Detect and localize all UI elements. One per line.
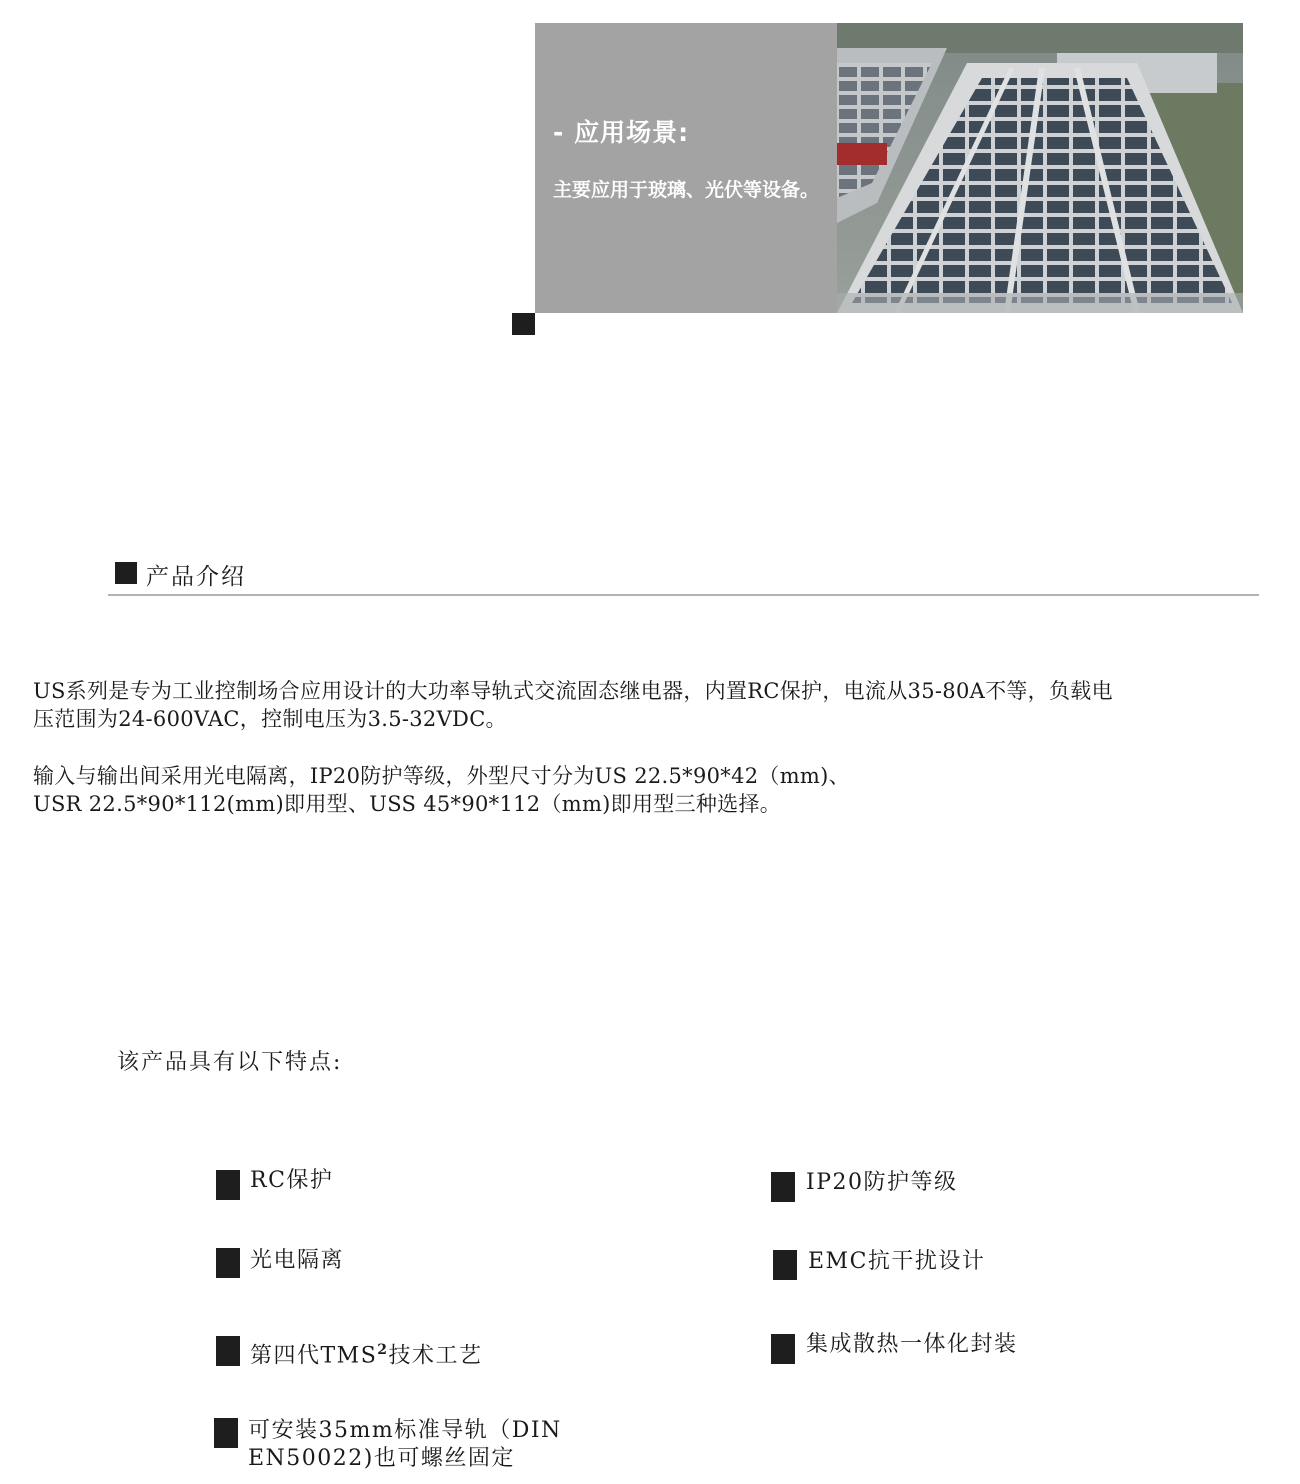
feature-rc-protection: RC保护 xyxy=(250,1168,334,1193)
feature-din-rail-line-1: 可安装35mm标准导轨（DIN xyxy=(248,1418,562,1443)
feature-bullet-icon xyxy=(773,1250,797,1280)
feature-tms-prefix: 第四代TMS xyxy=(250,1343,378,1369)
feature-bullet-icon xyxy=(771,1172,795,1202)
feature-tms xyxy=(250,1336,483,1370)
feature-din-rail-line-2: EN50022)也可螺丝固定 xyxy=(248,1446,515,1471)
feature-bullet-icon xyxy=(214,1418,238,1448)
intro-paragraph-1 xyxy=(33,677,1113,733)
banner-text-panel xyxy=(535,23,837,313)
feature-isolation: 光电隔离 xyxy=(250,1248,345,1273)
features-title: 该产品具有以下特点: xyxy=(117,1050,343,1075)
feature-tms-superscript: 2 xyxy=(377,1342,389,1358)
intro-paragraph-2-line-1: 输入与输出间采用光电隔离，IP20防护等级，外型尺寸分为US 22.5*90*42（mm)、 xyxy=(33,764,850,788)
feature-bullet-icon xyxy=(216,1336,240,1366)
section-divider xyxy=(108,594,1259,596)
intro-paragraph-2 xyxy=(33,762,850,818)
feature-bullet-icon xyxy=(771,1334,795,1364)
banner-title: - 应用场景: xyxy=(553,118,690,147)
feature-emc: EMC抗干扰设计 xyxy=(808,1249,986,1274)
feature-din-rail xyxy=(248,1417,562,1473)
feature-heatsink: 集成散热一体化封装 xyxy=(806,1332,1018,1357)
intro-paragraph-1-line-1: US系列是专为工业控制场合应用设计的大功率导轨式交流固态继电器，内置RC保护，电流从35-80A不等，负载电 xyxy=(33,679,1113,703)
feature-bullet-icon xyxy=(216,1248,240,1278)
solar-panel-rooftop-photo xyxy=(837,23,1243,313)
feature-ip20: IP20防护等级 xyxy=(806,1170,958,1195)
application-scene-banner xyxy=(535,23,1243,313)
solar-rooftop-illustration xyxy=(837,23,1243,313)
banner-description: 主要应用于玻璃、光伏等设备。 xyxy=(553,179,820,201)
feature-bullet-icon xyxy=(216,1170,240,1200)
intro-paragraph-1-line-2: 压范围为24-600VAC，控制电压为3.5-32VDC。 xyxy=(33,707,507,731)
decorative-square xyxy=(512,313,535,335)
section-square-icon xyxy=(115,562,137,584)
intro-paragraph-2-line-2: USR 22.5*90*112(mm)即用型、USS 45*90*112（mm)即用型三种选择。 xyxy=(33,792,782,816)
feature-tms-suffix: 技术工艺 xyxy=(388,1343,483,1369)
section-title: 产品介绍 xyxy=(146,564,246,590)
